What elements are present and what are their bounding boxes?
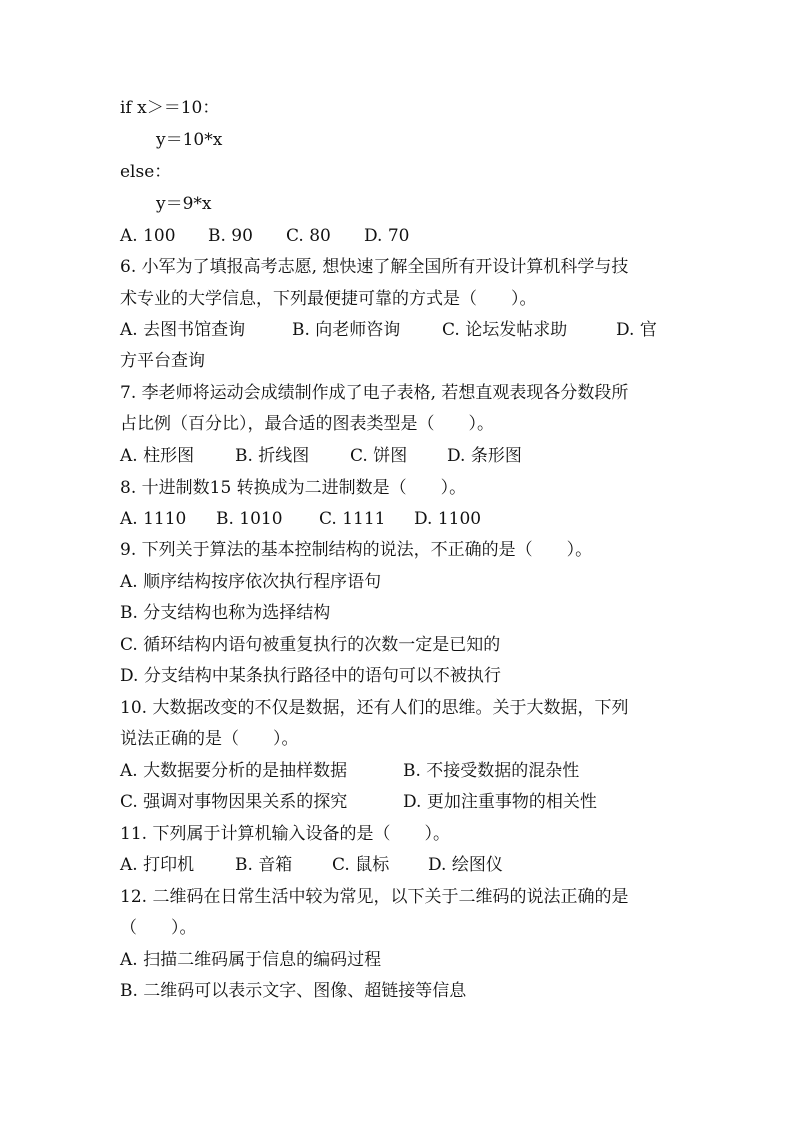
q10-options-row-2 bbox=[120, 791, 720, 813]
q12-stem-line-1: 12. 二维码在日常生活中较为常见，以下关于二维码的说法正确的是 bbox=[120, 887, 629, 907]
q10-stem-line-2: 说法正确的是（ ）。 bbox=[120, 729, 299, 749]
q6-option-a: A. 去图书馆查询 bbox=[120, 320, 246, 340]
q7-option-c: C. 饼图 bbox=[350, 446, 408, 466]
q9-option-c: C. 循环结构内语句被重复执行的次数一定是已知的 bbox=[120, 635, 501, 655]
q11-options bbox=[120, 854, 720, 876]
q8-stem: 8. 十进制数15 转换成为二进制数是（ ）。 bbox=[120, 478, 467, 498]
q12-option-a: A. 扫描二维码属于信息的编码过程 bbox=[120, 950, 382, 970]
q6-option-b: B. 向老师咨询 bbox=[292, 320, 401, 340]
q8-option-b: B. 1010 bbox=[216, 509, 283, 529]
q7-option-a: A. 柱形图 bbox=[120, 446, 195, 466]
q5-option-b: B. 90 bbox=[208, 226, 253, 246]
code-line-3: else： bbox=[120, 162, 172, 182]
q7-option-b: B. 折线图 bbox=[235, 446, 310, 466]
q8-option-a: A. 1110 bbox=[120, 509, 187, 529]
q9-option-a: A. 顺序结构按序依次执行程序语句 bbox=[120, 572, 382, 592]
q10-options-row-1 bbox=[120, 760, 720, 782]
q10-option-a: A. 大数据要分析的是抽样数据 bbox=[120, 761, 348, 781]
q10-option-b: B. 不接受数据的混杂性 bbox=[403, 761, 580, 781]
q6-option-c: C. 论坛发帖求助 bbox=[442, 320, 568, 340]
q6-option-d-continued: 方平台查询 bbox=[120, 351, 205, 371]
q7-option-d: D. 条形图 bbox=[447, 446, 522, 466]
q10-stem-line-1: 10. 大数据改变的不仅是数据，还有人们的思维。关于大数据，下列 bbox=[120, 698, 629, 718]
q7-options bbox=[120, 445, 720, 467]
q11-option-b: B. 音箱 bbox=[235, 855, 293, 875]
q8-option-c: C. 1111 bbox=[319, 509, 386, 529]
code-line-1: if x＞＝10： bbox=[120, 98, 220, 118]
q7-stem-line-1: 7. 李老师将运动会成绩制作成了电子表格, 若想直观表现各分数段所 bbox=[120, 383, 629, 403]
q8-options bbox=[120, 508, 720, 530]
q7-stem-line-2: 占比例（百分比），最合适的图表类型是（ ）。 bbox=[120, 414, 494, 434]
q11-option-d: D. 绘图仪 bbox=[428, 855, 503, 875]
q5-options bbox=[120, 225, 720, 247]
q5-option-d: D. 70 bbox=[364, 226, 410, 246]
q6-stem-line-2: 术专业的大学信息，下列最便捷可靠的方式是（ ）。 bbox=[120, 289, 537, 309]
q9-stem: 9. 下列关于算法的基本控制结构的说法，不正确的是（ ）。 bbox=[120, 540, 593, 560]
q12-option-b: B. 二维码可以表示文字、图像、超链接等信息 bbox=[120, 981, 467, 1001]
q6-option-d: D. 官 bbox=[616, 320, 657, 340]
q11-stem: 11. 下列属于计算机输入设备的是（ ）。 bbox=[120, 824, 450, 844]
q11-option-a: A. 打印机 bbox=[120, 855, 195, 875]
q10-option-c: C. 强调对事物因果关系的探究 bbox=[120, 792, 348, 812]
q5-option-a: A. 100 bbox=[120, 226, 176, 246]
q8-option-d: D. 1100 bbox=[414, 509, 482, 529]
q6-options bbox=[120, 319, 720, 341]
q9-option-d: D. 分支结构中某条执行路径中的语句可以不被执行 bbox=[120, 666, 501, 686]
q10-option-d: D. 更加注重事物的相关性 bbox=[403, 792, 597, 812]
q9-option-b: B. 分支结构也称为选择结构 bbox=[120, 603, 331, 623]
code-line-4: y＝9*x bbox=[156, 194, 212, 214]
code-line-2: y＝10*x bbox=[156, 130, 223, 150]
q12-stem-line-2: （ ）。 bbox=[120, 918, 197, 938]
q6-stem-line-1: 6. 小军为了填报高考志愿, 想快速了解全国所有开设计算机科学与技 bbox=[120, 257, 629, 277]
q11-option-c: C. 鼠标 bbox=[332, 855, 390, 875]
q5-option-c: C. 80 bbox=[286, 226, 331, 246]
